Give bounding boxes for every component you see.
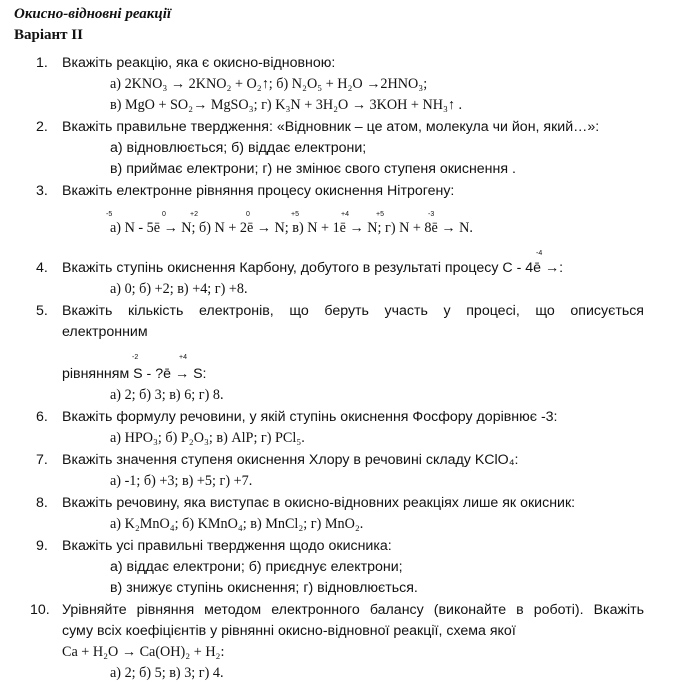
- q6-number: 6.: [36, 409, 48, 425]
- q6-text: Вкажіть формулу речовини, у якій ступінь окиснення Фосфору дорівнює -3:: [62, 409, 558, 425]
- q10-options: а) 2; б) 5; в) 3; г) 4.: [110, 665, 224, 681]
- q7-number: 7.: [36, 452, 48, 468]
- q10-equation: Ca + H₂O → Ca(OH)₂ + H₂:: [62, 644, 225, 660]
- q1-number: 1.: [36, 55, 48, 71]
- q10-text: Урівняйте рівняння методом електронного балансу (виконайте в роботі). Вкажіть: [62, 602, 644, 618]
- q3-ox-c-left: +5: [291, 211, 299, 218]
- q10-text-continued: суму всіх коефіцієнтів у рівнянні окисно-відновної реакції, схема якої: [62, 623, 516, 639]
- q3-ox-a-right: 0: [162, 211, 166, 218]
- q9-text: Вкажіть усі правильні твердження щодо окисника:: [62, 538, 392, 554]
- q5-text: Вкажіть кількість електронів, що беруть участь у процесі, що описується: [62, 303, 644, 319]
- q2-text: Вкажіть правильне твердження: «Відновник – це атом, молекула чи йон, який…»:: [62, 119, 600, 135]
- q3-ox-d-right: -3: [428, 211, 435, 218]
- q8-number: 8.: [36, 495, 48, 511]
- q3-ox-b-left: +2: [190, 211, 198, 218]
- q9-options-line-1: а) віддає електрони; б) приєднує електрони;: [110, 559, 403, 575]
- q3-ox-c-right: +4: [341, 211, 349, 218]
- q7-text: Вкажіть значення ступеня окиснення Хлору в речовині складу KClO₄:: [62, 452, 519, 468]
- q3-ox-b-right: 0: [246, 211, 250, 218]
- q4-text: Вкажіть ступінь окиснення Карбону, добутого в результаті процесу C - 4ē →:: [62, 260, 564, 276]
- q9-options-line-2: в) знижує ступінь окиснення; г) відновлюється.: [110, 580, 418, 596]
- q2-number: 2.: [36, 119, 48, 135]
- q5-options: а) 2; б) 3; в) 6; г) 8.: [110, 387, 224, 403]
- q9-number: 9.: [36, 538, 48, 554]
- q5-ox-left: -2: [132, 354, 139, 361]
- q4-ox: -4: [536, 250, 543, 257]
- q4-options: а) 0; б) +2; в) +4; г) +8.: [110, 281, 248, 297]
- q5-ox-right: +4: [179, 354, 187, 361]
- q3-ox-a-left: -5: [106, 211, 113, 218]
- q3-ox-d-left: +5: [376, 211, 384, 218]
- q5-text-continued: електронним: [62, 324, 148, 340]
- q3-options: а) N - 5ē → N; б) N + 2ē → N; в) N + 1ē → N; г) N + 8ē → N.: [110, 220, 473, 236]
- q5-number: 5.: [36, 303, 48, 319]
- q8-text: Вкажіть речовину, яка виступає в окисно-відновних реакціях лише як окисник:: [62, 495, 576, 511]
- q5-equation: рівнянням S - ?ē → S:: [62, 366, 207, 382]
- page-title: Окисно-відновні реакції: [14, 6, 172, 22]
- q3-text: Вкажіть електронне рівняння процесу окиснення Нітрогену:: [62, 183, 455, 199]
- q4-number: 4.: [36, 260, 48, 276]
- q2-options-line-1: а) відновлюється; б) віддає електрони;: [110, 140, 367, 156]
- q2-options-line-2: в) приймає електрони; г) не змінює свого ступеня окиснення .: [110, 161, 516, 177]
- q6-options: а) HPO₃; б) P₂O₃; в) AlP; г) PCl₅.: [110, 430, 305, 446]
- variant-heading: Варіант ІІ: [14, 27, 83, 43]
- q1-options-line-2: в) MgO + SO₂→ MgSO₃; г) K₃N + 3H₂O → 3KOH + NH₃↑ .: [110, 97, 463, 113]
- q7-options: а) -1; б) +3; в) +5; г) +7.: [110, 473, 253, 489]
- q10-number: 10.: [30, 602, 50, 618]
- q1-options-line-1: а) 2KNO₃ → 2KNO₂ + O₂↑; б) N₂O₅ + H₂O →2HNO₃;: [110, 76, 428, 92]
- q1-text: Вкажіть реакцію, яка є окисно-відновною:: [62, 55, 336, 71]
- q8-options: а) K₂MnO₄; б) KMnO₄; в) MnCl₂; г) MnO₂.: [110, 516, 364, 532]
- q3-number: 3.: [36, 183, 48, 199]
